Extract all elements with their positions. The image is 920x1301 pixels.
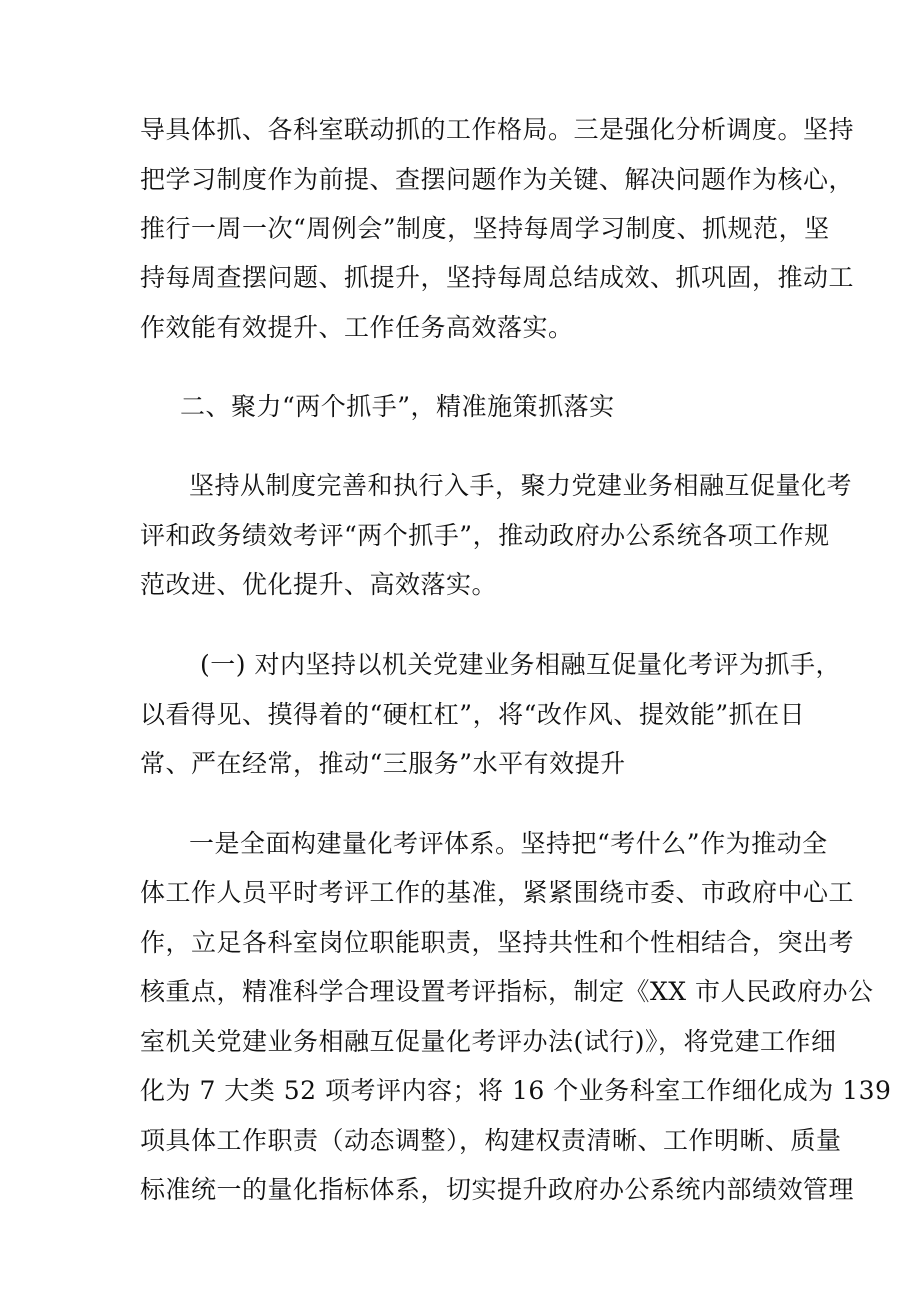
text-line: 把学习制度作为前提、查摆问题作为关键、解决问题作为核心， [140,165,855,194]
text-line: 标准统一的量化指标体系，切实提升政府办公系统内部绩效管理 [140,1175,855,1204]
text-line: 一是全面构建量化考评体系。坚持把“考什么”作为推动全 [189,829,828,858]
section-heading: 二、聚力“两个抓手”，精准施策抓落实 [180,392,615,421]
text-line: 核重点，精准科学合理设置考评指标，制定《XX 市人民政府办公 [140,977,874,1006]
text-line: 体工作人员平时考评工作的基准，紧紧围绕市委、市政府中心工 [140,878,855,907]
text-line: 室机关党建业务相融互促量化考评办法(试行)》，将党建工作细 [140,1027,837,1056]
text-line: 常、严在经常，推动“三服务”水平有效提升 [140,749,626,778]
text-line: (一) 对内坚持以机关党建业务相融互促量化考评为抓手， [200,650,841,679]
text-line: 化为 7 大类 52 项考评内容；将 16 个业务科室工作细化成为 139 [140,1076,892,1105]
text-line: 以看得见、摸得着的“硬杠杠”，将“改作风、提效能”抓在日 [140,700,806,729]
text-line: 持每周查摆问题、抓提升，坚持每周总结成效、抓巩固，推动工 [140,263,855,292]
text-line: 作效能有效提升、工作任务高效落实。 [140,313,574,342]
text-line: 评和政务绩效考评“两个抓手”，推动政府办公系统各项工作规 [140,521,830,550]
text-line: 坚持从制度完善和执行入手，聚力党建业务相融互促量化考 [189,471,853,500]
text-line: 推行一周一次“周例会”制度，坚持每周学习制度、抓规范，坚 [140,214,830,243]
text-line: 范改进、优化提升、高效落实。 [140,570,498,599]
text-line: 项具体工作职责（动态调整），构建权责清晰、工作明晰、质量 [140,1126,842,1155]
text-line: 导具体抓、各科室联动抓的工作格局。三是强化分析调度。坚持 [140,115,855,144]
text-line: 作，立足各科室岗位职能职责，坚持共性和个性相结合，突出考 [140,928,855,957]
